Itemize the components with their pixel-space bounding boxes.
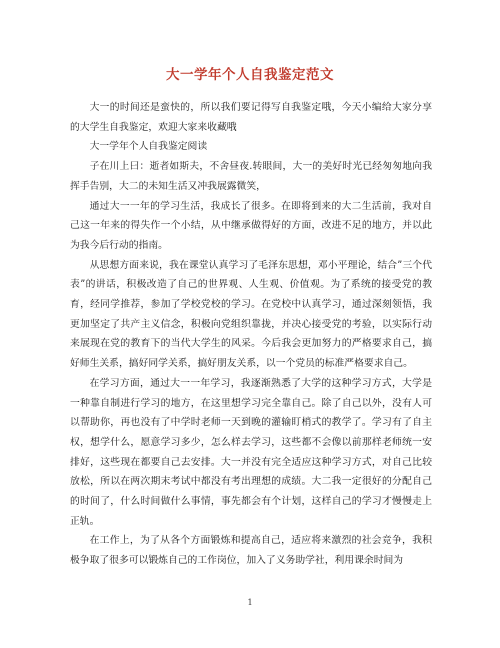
paragraph: 通过大一一年的学习生活，我成长了很多。在即将到来的大二生活前，我对自己这一年来的得失作一个小结，从中继承做得好的方面，改进不足的地方，并以此为我今后行动的指南。 [70, 200, 432, 251]
paragraph: 在学习方面，通过大一一年学习，我逐渐熟悉了大学的这种学习方式，大学是一种靠自制进行学习的地方，在这里想学习完全靠自己。除了自己以外，没有人可以帮助你，再也没有了中学时老师一天到晚的灌输盯梢式的教学了。学习有了自主权，想学什么，愿意学习多少，怎么样去学习，这些都不会像以前那样老师统一安排好，这些现在都要自己去安排。大一并没有完全适应这种学习方式，对自己比较放松，所以在两次期末考试中都没有考出理想的成绩。大二我一定很好的分配自己的时间了，什么时间做什么事情，事先都会有个计划，这样自己的学习才慢慢走上正轨。 [70, 377, 432, 527]
paragraph: 在工作上，为了从各个方面锻炼和提高自己，适应将来激烈的社会竞争，我积极争取了很多可以锻炼自己的工作岗位，加入了义务助学社，利用课余时间为 [70, 535, 432, 567]
paragraph: 子在川上曰：逝者如斯夫，不舍昼夜.转眼间，大一的美好时光已经匆匆地向我挥手告别，大二的未知生活又冲我展露微笑， [70, 161, 432, 192]
document-title: 大一学年个人自我鉴定范文 [166, 67, 334, 83]
paragraph: 大一的时间还是蛮快的，所以我们要记得写自我鉴定哦，今天小编给大家分享的大学生自我鉴定，欢迎大家来收藏哦 [70, 102, 432, 133]
page-number: 1 [247, 598, 253, 607]
paragraph: 大一学年个人自我鉴定阅读 [89, 141, 208, 153]
document-body [70, 98, 432, 571]
paragraph: 从思想方面来说，我在课堂认真学习了毛泽东思想，邓小平理论，结合”三个代表”的讲话，积极改造了自己的世界观、人生观、价值观。为了系统的接受党的教育，经同学推荐，参加了学校党校的学习。在党校中认真学习，通过深刻领悟，我更加坚定了共产主义信念，积极向党组织靠拢，并决心接受党的考验，以实际行动来展现在党的教育下的当代大学生的风采。今后我会更加努力的严格要求自己，搞好师生关系，搞好同学关系，搞好朋友关系，以一个党员的标准严格要求自己。 [70, 259, 432, 370]
